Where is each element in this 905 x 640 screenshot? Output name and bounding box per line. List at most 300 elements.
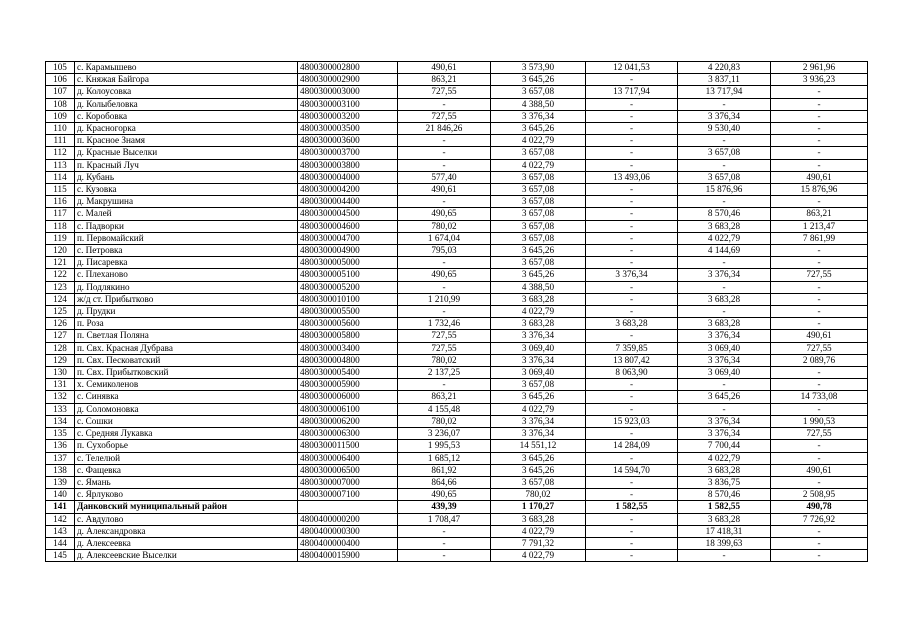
value-cell: 3 376,34 bbox=[678, 428, 771, 440]
value-cell: 3 376,34 bbox=[491, 354, 586, 366]
value-cell: 7 726,92 bbox=[771, 513, 868, 525]
row-number-cell: 118 bbox=[46, 220, 75, 232]
oktmo-code-cell: 4800300003500 bbox=[298, 123, 398, 135]
value-cell: 14 284,09 bbox=[586, 440, 678, 452]
value-cell: 1 995,53 bbox=[398, 440, 491, 452]
value-cell: 4 022,79 bbox=[678, 452, 771, 464]
document-page bbox=[45, 61, 868, 562]
value-cell: - bbox=[771, 123, 868, 135]
table-row bbox=[46, 110, 868, 122]
row-number-cell: 141 bbox=[46, 501, 75, 513]
settlement-name-cell: с. Авдулово bbox=[75, 513, 298, 525]
value-cell: 727,55 bbox=[398, 86, 491, 98]
value-cell: - bbox=[771, 403, 868, 415]
value-cell: 3 683,28 bbox=[491, 318, 586, 330]
value-cell: 727,55 bbox=[398, 110, 491, 122]
settlement-name-cell: с. Сошки bbox=[75, 415, 298, 427]
table-row bbox=[46, 318, 868, 330]
value-cell: 3 645,26 bbox=[491, 391, 586, 403]
value-cell: 3 936,23 bbox=[771, 74, 868, 86]
row-number-cell: 112 bbox=[46, 147, 75, 159]
row-number-cell: 110 bbox=[46, 123, 75, 135]
settlement-name-cell: д. Алексеевские Выселки bbox=[75, 550, 298, 562]
table-row bbox=[46, 464, 868, 476]
value-cell: 4 022,79 bbox=[491, 135, 586, 147]
value-cell: - bbox=[771, 306, 868, 318]
value-cell: - bbox=[678, 257, 771, 269]
value-cell: 3 657,08 bbox=[678, 147, 771, 159]
table-row bbox=[46, 171, 868, 183]
value-cell: - bbox=[771, 440, 868, 452]
value-cell: 13 493,06 bbox=[586, 171, 678, 183]
value-cell: - bbox=[398, 281, 491, 293]
value-cell: - bbox=[771, 98, 868, 110]
settlement-name-cell: п. Красное Знамя bbox=[75, 135, 298, 147]
value-cell: - bbox=[586, 306, 678, 318]
value-cell: - bbox=[586, 452, 678, 464]
value-cell: - bbox=[586, 208, 678, 220]
value-cell: 863,21 bbox=[398, 74, 491, 86]
value-cell: 13 717,94 bbox=[586, 86, 678, 98]
value-cell: 861,92 bbox=[398, 464, 491, 476]
oktmo-code-cell: 4800300003000 bbox=[298, 86, 398, 98]
value-cell: - bbox=[586, 98, 678, 110]
settlement-name-cell: д. Красногорка bbox=[75, 123, 298, 135]
oktmo-code-cell: 4800300005000 bbox=[298, 257, 398, 269]
row-number-cell: 111 bbox=[46, 135, 75, 147]
row-number-cell: 113 bbox=[46, 159, 75, 171]
oktmo-code-cell: 4800300003600 bbox=[298, 135, 398, 147]
value-cell: 3 069,40 bbox=[678, 367, 771, 379]
value-cell: 14 733,08 bbox=[771, 391, 868, 403]
oktmo-code-cell: 4800300004500 bbox=[298, 208, 398, 220]
value-cell: - bbox=[398, 306, 491, 318]
value-cell: 3 683,28 bbox=[678, 293, 771, 305]
table-row bbox=[46, 489, 868, 501]
settlement-name-cell: с. Ямань bbox=[75, 476, 298, 488]
value-cell: 17 418,31 bbox=[678, 525, 771, 537]
value-cell: 4 022,79 bbox=[678, 232, 771, 244]
value-cell: 8 570,46 bbox=[678, 489, 771, 501]
row-number-cell: 125 bbox=[46, 306, 75, 318]
value-cell: 727,55 bbox=[398, 330, 491, 342]
oktmo-code-cell: 4800300003800 bbox=[298, 159, 398, 171]
row-number-cell: 115 bbox=[46, 184, 75, 196]
settlement-name-cell: Данковский муниципальный район bbox=[75, 501, 298, 513]
value-cell: - bbox=[586, 330, 678, 342]
settlement-name-cell: с. Коробовка bbox=[75, 110, 298, 122]
row-number-cell: 105 bbox=[46, 62, 75, 74]
row-number-cell: 135 bbox=[46, 428, 75, 440]
value-cell: 727,55 bbox=[398, 342, 491, 354]
value-cell: - bbox=[586, 403, 678, 415]
oktmo-code-cell: 4800300006000 bbox=[298, 391, 398, 403]
row-number-cell: 134 bbox=[46, 415, 75, 427]
row-number-cell: 122 bbox=[46, 269, 75, 281]
value-cell: - bbox=[398, 196, 491, 208]
value-cell: - bbox=[398, 159, 491, 171]
value-cell: 490,65 bbox=[398, 208, 491, 220]
value-cell: 490,61 bbox=[398, 62, 491, 74]
oktmo-code-cell: 4800300003700 bbox=[298, 147, 398, 159]
value-cell: 2 089,76 bbox=[771, 354, 868, 366]
value-cell: 3 657,08 bbox=[491, 379, 586, 391]
value-cell: 3 683,28 bbox=[678, 513, 771, 525]
table-row bbox=[46, 62, 868, 74]
value-cell: 490,61 bbox=[771, 171, 868, 183]
value-cell: - bbox=[586, 537, 678, 549]
value-cell: 3 657,08 bbox=[491, 232, 586, 244]
oktmo-code-cell: 4800300005900 bbox=[298, 379, 398, 391]
value-cell: - bbox=[771, 135, 868, 147]
value-cell: - bbox=[586, 257, 678, 269]
row-number-cell: 116 bbox=[46, 196, 75, 208]
oktmo-code-cell: 4800300005800 bbox=[298, 330, 398, 342]
row-number-cell: 144 bbox=[46, 537, 75, 549]
value-cell: - bbox=[678, 306, 771, 318]
table-row bbox=[46, 159, 868, 171]
value-cell: - bbox=[586, 220, 678, 232]
value-cell: 490,65 bbox=[398, 489, 491, 501]
table-row bbox=[46, 428, 868, 440]
row-number-cell: 109 bbox=[46, 110, 75, 122]
value-cell: 3 376,34 bbox=[678, 354, 771, 366]
value-cell: - bbox=[678, 281, 771, 293]
row-number-cell: 139 bbox=[46, 476, 75, 488]
row-number-cell: 123 bbox=[46, 281, 75, 293]
value-cell: 21 846,26 bbox=[398, 123, 491, 135]
oktmo-code-cell: 4800300003200 bbox=[298, 110, 398, 122]
value-cell: - bbox=[586, 379, 678, 391]
value-cell: 2 961,96 bbox=[771, 62, 868, 74]
value-cell: - bbox=[771, 537, 868, 549]
table-row bbox=[46, 525, 868, 537]
value-cell: 727,55 bbox=[771, 269, 868, 281]
settlement-name-cell: д. Соломоновка bbox=[75, 403, 298, 415]
settlement-name-cell: с. Княжая Байгора bbox=[75, 74, 298, 86]
value-cell: - bbox=[771, 525, 868, 537]
value-cell: - bbox=[678, 135, 771, 147]
value-cell: - bbox=[398, 98, 491, 110]
row-number-cell: 106 bbox=[46, 74, 75, 86]
value-cell: 4 388,50 bbox=[491, 281, 586, 293]
value-cell: - bbox=[398, 550, 491, 562]
row-number-cell: 117 bbox=[46, 208, 75, 220]
oktmo-code-cell: 4800400000400 bbox=[298, 537, 398, 549]
value-cell: 4 022,79 bbox=[491, 525, 586, 537]
value-cell: 3 069,40 bbox=[678, 342, 771, 354]
table-row bbox=[46, 184, 868, 196]
value-cell: 3 683,28 bbox=[491, 293, 586, 305]
value-cell: 3 376,34 bbox=[491, 330, 586, 342]
settlement-name-cell: п. Первомайский bbox=[75, 232, 298, 244]
value-cell: 3 657,08 bbox=[491, 257, 586, 269]
table-row bbox=[46, 98, 868, 110]
table-row bbox=[46, 245, 868, 257]
settlement-name-cell: п. Роза bbox=[75, 318, 298, 330]
oktmo-code-cell: 4800300004400 bbox=[298, 196, 398, 208]
row-number-cell: 124 bbox=[46, 293, 75, 305]
value-cell: - bbox=[771, 281, 868, 293]
row-number-cell: 120 bbox=[46, 245, 75, 257]
value-cell: - bbox=[586, 74, 678, 86]
settlement-name-cell: д. Алексеевка bbox=[75, 537, 298, 549]
oktmo-code-cell: 4800300004000 bbox=[298, 171, 398, 183]
value-cell: 3 683,28 bbox=[678, 318, 771, 330]
value-cell: 727,55 bbox=[771, 342, 868, 354]
oktmo-code-cell: 4800300005400 bbox=[298, 367, 398, 379]
table-row bbox=[46, 342, 868, 354]
row-number-cell: 126 bbox=[46, 318, 75, 330]
value-cell: 15 923,03 bbox=[586, 415, 678, 427]
value-cell: 9 530,40 bbox=[678, 123, 771, 135]
oktmo-code-cell: 4800300003100 bbox=[298, 98, 398, 110]
value-cell: 490,65 bbox=[398, 269, 491, 281]
settlement-name-cell: с. Фащевка bbox=[75, 464, 298, 476]
value-cell: - bbox=[586, 550, 678, 562]
value-cell: 3 376,34 bbox=[491, 415, 586, 427]
value-cell: - bbox=[678, 98, 771, 110]
value-cell: 780,02 bbox=[398, 415, 491, 427]
value-cell: 3 683,28 bbox=[586, 318, 678, 330]
oktmo-code-cell: 4800300006400 bbox=[298, 452, 398, 464]
value-cell: - bbox=[586, 184, 678, 196]
value-cell: 3 645,26 bbox=[678, 391, 771, 403]
settlement-name-cell: п. Свх. Песковатский bbox=[75, 354, 298, 366]
value-cell: 8 570,46 bbox=[678, 208, 771, 220]
value-cell: 4 022,79 bbox=[491, 306, 586, 318]
oktmo-code-cell: 4800300011500 bbox=[298, 440, 398, 452]
value-cell: 1 732,46 bbox=[398, 318, 491, 330]
value-cell: - bbox=[771, 379, 868, 391]
value-cell: 795,03 bbox=[398, 245, 491, 257]
settlement-name-cell: с. Кузовка bbox=[75, 184, 298, 196]
value-cell: 3 376,34 bbox=[491, 110, 586, 122]
value-cell: 1 674,04 bbox=[398, 232, 491, 244]
value-cell: 3 683,28 bbox=[491, 513, 586, 525]
value-cell: - bbox=[771, 550, 868, 562]
value-cell: 3 645,26 bbox=[491, 464, 586, 476]
settlement-name-cell: с. Ярлуково bbox=[75, 489, 298, 501]
value-cell: 1 170,27 bbox=[491, 501, 586, 513]
value-cell: 3 657,08 bbox=[491, 147, 586, 159]
settlement-name-cell: с. Средняя Лукавка bbox=[75, 428, 298, 440]
settlement-name-cell: с. Падворки bbox=[75, 220, 298, 232]
table-row bbox=[46, 232, 868, 244]
value-cell: - bbox=[678, 159, 771, 171]
settlement-name-cell: д. Александровка bbox=[75, 525, 298, 537]
oktmo-code-cell: 4800300005100 bbox=[298, 269, 398, 281]
value-cell: 4 388,50 bbox=[491, 98, 586, 110]
value-cell: - bbox=[678, 403, 771, 415]
table-row bbox=[46, 452, 868, 464]
table-row bbox=[46, 379, 868, 391]
row-number-cell: 130 bbox=[46, 367, 75, 379]
value-cell: 3 645,26 bbox=[491, 123, 586, 135]
settlement-name-cell: п. Свх. Прибытковский bbox=[75, 367, 298, 379]
value-cell: - bbox=[586, 123, 678, 135]
row-number-cell: 138 bbox=[46, 464, 75, 476]
value-cell: - bbox=[586, 232, 678, 244]
table-row bbox=[46, 513, 868, 525]
row-number-cell: 121 bbox=[46, 257, 75, 269]
value-cell: 3 573,90 bbox=[491, 62, 586, 74]
table-row bbox=[46, 550, 868, 562]
settlement-name-cell: д. Макрушина bbox=[75, 196, 298, 208]
value-cell: - bbox=[771, 476, 868, 488]
value-cell: 3 645,26 bbox=[491, 269, 586, 281]
value-cell: - bbox=[771, 452, 868, 464]
table-row bbox=[46, 135, 868, 147]
table-row bbox=[46, 403, 868, 415]
value-cell: 863,21 bbox=[771, 208, 868, 220]
settlement-name-cell: с. Карамышево bbox=[75, 62, 298, 74]
settlement-name-cell: с. Телелюй bbox=[75, 452, 298, 464]
value-cell: 7 700,44 bbox=[678, 440, 771, 452]
value-cell: 3 376,34 bbox=[678, 269, 771, 281]
row-number-cell: 119 bbox=[46, 232, 75, 244]
row-number-cell: 128 bbox=[46, 342, 75, 354]
oktmo-code-cell: 4800400000300 bbox=[298, 525, 398, 537]
value-cell: 15 876,96 bbox=[678, 184, 771, 196]
value-cell: - bbox=[586, 281, 678, 293]
value-cell: - bbox=[771, 367, 868, 379]
value-cell: 3 836,75 bbox=[678, 476, 771, 488]
oktmo-code-cell: 4800300004200 bbox=[298, 184, 398, 196]
value-cell: 780,02 bbox=[398, 354, 491, 366]
value-cell: 1 990,53 bbox=[771, 415, 868, 427]
value-cell: 14 594,70 bbox=[586, 464, 678, 476]
table-row bbox=[46, 257, 868, 269]
row-number-cell: 137 bbox=[46, 452, 75, 464]
table-row bbox=[46, 306, 868, 318]
value-cell: 3 376,34 bbox=[678, 110, 771, 122]
value-cell: 780,02 bbox=[398, 220, 491, 232]
value-cell: - bbox=[678, 379, 771, 391]
table-row bbox=[46, 208, 868, 220]
row-number-cell: 143 bbox=[46, 525, 75, 537]
value-cell: - bbox=[771, 318, 868, 330]
value-cell: 13 717,94 bbox=[678, 86, 771, 98]
value-cell: 4 220,83 bbox=[678, 62, 771, 74]
settlement-name-cell: п. Свх. Красная Дубрава bbox=[75, 342, 298, 354]
value-cell: 3 657,08 bbox=[491, 476, 586, 488]
value-cell: 18 399,63 bbox=[678, 537, 771, 549]
value-cell: 3 657,08 bbox=[491, 86, 586, 98]
table-row bbox=[46, 86, 868, 98]
oktmo-code-cell: 4800300005200 bbox=[298, 281, 398, 293]
value-cell: 4 022,79 bbox=[491, 403, 586, 415]
value-cell: 3 376,34 bbox=[586, 269, 678, 281]
oktmo-code-cell: 4800300005600 bbox=[298, 318, 398, 330]
value-cell: 439,39 bbox=[398, 501, 491, 513]
table-body bbox=[46, 62, 868, 562]
value-cell: 1 213,47 bbox=[771, 220, 868, 232]
value-cell: 3 657,08 bbox=[678, 171, 771, 183]
oktmo-code-cell: 4800300004900 bbox=[298, 245, 398, 257]
oktmo-code-cell: 4800300002900 bbox=[298, 74, 398, 86]
settlement-name-cell: с. Плехановo bbox=[75, 269, 298, 281]
value-cell: - bbox=[398, 537, 491, 549]
value-cell: 15 876,96 bbox=[771, 184, 868, 196]
settlement-name-cell: д. Колоусовка bbox=[75, 86, 298, 98]
settlement-name-cell: с. Малей bbox=[75, 208, 298, 220]
settlement-name-cell: д. Красные Выселки bbox=[75, 147, 298, 159]
oktmo-code-cell: 4800300006500 bbox=[298, 464, 398, 476]
oktmo-code-cell: 4800300006100 bbox=[298, 403, 398, 415]
value-cell: 1 210,99 bbox=[398, 293, 491, 305]
value-cell: - bbox=[771, 110, 868, 122]
value-cell: 2 137,25 bbox=[398, 367, 491, 379]
row-number-cell: 127 bbox=[46, 330, 75, 342]
value-cell: - bbox=[586, 110, 678, 122]
settlement-name-cell: д. Прудки bbox=[75, 306, 298, 318]
value-cell: 490,61 bbox=[771, 464, 868, 476]
table-row bbox=[46, 269, 868, 281]
table-row bbox=[46, 391, 868, 403]
oktmo-code-cell: 4800300003400 bbox=[298, 342, 398, 354]
value-cell: - bbox=[398, 257, 491, 269]
oktmo-code-cell bbox=[298, 501, 398, 513]
oktmo-code-cell: 4800300002800 bbox=[298, 62, 398, 74]
value-cell: 490,61 bbox=[771, 330, 868, 342]
row-number-cell: 140 bbox=[46, 489, 75, 501]
row-number-cell: 107 bbox=[46, 86, 75, 98]
value-cell: 3 683,28 bbox=[678, 464, 771, 476]
oktmo-code-cell: 4800400015900 bbox=[298, 550, 398, 562]
value-cell: 3 657,08 bbox=[491, 220, 586, 232]
table-row bbox=[46, 220, 868, 232]
value-cell: - bbox=[586, 489, 678, 501]
table-row bbox=[46, 415, 868, 427]
value-cell: 4 155,48 bbox=[398, 403, 491, 415]
row-number-cell: 142 bbox=[46, 513, 75, 525]
value-cell: 3 376,34 bbox=[678, 330, 771, 342]
row-number-cell: 131 bbox=[46, 379, 75, 391]
value-cell: 3 069,40 bbox=[491, 342, 586, 354]
oktmo-code-cell: 4800300007000 bbox=[298, 476, 398, 488]
settlement-name-cell: д. Колыбеловка bbox=[75, 98, 298, 110]
table-row bbox=[46, 367, 868, 379]
settlement-name-cell: д. Подлякино bbox=[75, 281, 298, 293]
value-cell: 3 236,07 bbox=[398, 428, 491, 440]
oktmo-code-cell: 4800300004800 bbox=[298, 354, 398, 366]
value-cell: 3 645,26 bbox=[491, 74, 586, 86]
table-row bbox=[46, 501, 868, 513]
value-cell: 863,21 bbox=[398, 391, 491, 403]
value-cell: - bbox=[586, 245, 678, 257]
table-row bbox=[46, 293, 868, 305]
table-row bbox=[46, 537, 868, 549]
table-row bbox=[46, 476, 868, 488]
value-cell: 1 708,47 bbox=[398, 513, 491, 525]
value-cell: 3 645,26 bbox=[491, 452, 586, 464]
table-row bbox=[46, 440, 868, 452]
value-cell: 3 683,28 bbox=[678, 220, 771, 232]
value-cell: - bbox=[771, 245, 868, 257]
value-cell: 864,66 bbox=[398, 476, 491, 488]
value-cell: 3 657,08 bbox=[491, 196, 586, 208]
value-cell: - bbox=[586, 391, 678, 403]
value-cell: - bbox=[771, 293, 868, 305]
value-cell: 577,40 bbox=[398, 171, 491, 183]
value-cell: - bbox=[398, 135, 491, 147]
settlement-name-cell: д. Кубань bbox=[75, 171, 298, 183]
oktmo-code-cell: 4800300006200 bbox=[298, 415, 398, 427]
value-cell: 3 837,11 bbox=[678, 74, 771, 86]
value-cell: 780,02 bbox=[491, 489, 586, 501]
value-cell: 4 144,69 bbox=[678, 245, 771, 257]
